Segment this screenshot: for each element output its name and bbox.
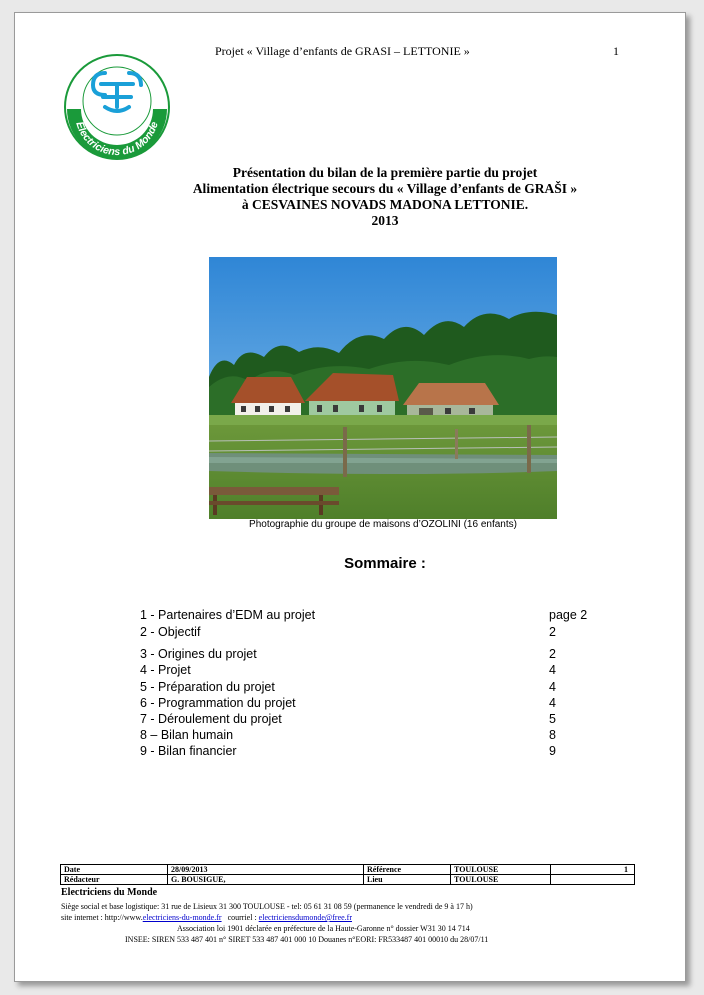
toc-item-page: 8 xyxy=(549,728,556,742)
title-line-4: 2013 xyxy=(371,213,399,228)
page-count: 1 xyxy=(551,865,635,875)
website-link[interactable]: electriciens-du-monde.fr xyxy=(142,913,222,922)
page-number: 1 xyxy=(613,44,619,58)
sommaire-heading: Sommaire : xyxy=(344,555,426,572)
email-prefix: courriel : xyxy=(227,913,259,922)
photo-caption: Photographie du groupe de maisons d’OZOLINI (16 enfants) xyxy=(249,519,517,530)
toc-item-label: 5 - Préparation du projet xyxy=(140,680,275,694)
toc-item[interactable] xyxy=(140,608,620,624)
insee-line: INSEE: SIREN 533 487 401 n° SIRET 533 487 401 000 10 Douanes n°EORI: FR533487 401 00010 du 28/07/11 xyxy=(125,935,489,944)
toc-item-label: 1 - Partenaires d’EDM au projet xyxy=(140,608,316,622)
landscape-image xyxy=(209,257,557,519)
site-prefix: site internet : http://www. xyxy=(61,913,143,922)
lieu-label: Lieu xyxy=(364,875,451,885)
toc-item-label: 3 - Origines du projet xyxy=(140,647,257,661)
redacteur-label: Rédacteur xyxy=(61,875,168,885)
toc-item[interactable] xyxy=(140,728,620,744)
date-label: Date xyxy=(61,865,168,875)
toc-item-page: 9 xyxy=(549,744,556,758)
document-title xyxy=(115,165,655,229)
redacteur-value: G. BOUSIGUE, xyxy=(168,875,364,885)
toc-item-label: 2 - Objectif xyxy=(140,625,201,639)
title-line-3: à CESVAINES NOVADS MADONA LETTONIE. xyxy=(241,197,529,212)
association-line: Association loi 1901 déclarée en préfecture de la Haute-Garonne n° dossier W31 30 14 714 xyxy=(177,924,470,933)
table-row xyxy=(61,875,635,885)
toc-item[interactable] xyxy=(140,663,620,679)
title-line-2: Alimentation électrique secours du « Village d’enfants de GRAŠI » xyxy=(192,181,578,196)
contact-line xyxy=(61,913,352,922)
running-header: Projet « Village d’enfants de GRASI – LETTONIE » xyxy=(215,44,470,58)
toc-item[interactable] xyxy=(140,744,620,760)
organization-name: Electriciens du Monde xyxy=(61,887,158,898)
toc-item-page: 2 xyxy=(549,625,556,639)
title-line-1: Présentation du bilan de la première partie du projet xyxy=(232,165,538,180)
date-value: 28/09/2013 xyxy=(168,865,364,875)
toc-item-page: 4 xyxy=(549,696,556,710)
ozolini-houses-photo xyxy=(209,257,557,519)
table-row xyxy=(61,865,635,875)
toc-item-label: 8 – Bilan humain xyxy=(140,728,234,742)
toc-item[interactable] xyxy=(140,696,620,712)
toc-item-label: 9 - Bilan financier xyxy=(140,744,237,758)
address-line: Siège social et base logistique: 31 rue de Lisieux 31 300 TOULOUSE - tel: 05 61 31 08 59 (permanence le vendredi de 9 à 17 h) xyxy=(61,902,473,911)
toc-item[interactable] xyxy=(140,647,620,663)
toc-item-page: 2 xyxy=(549,647,556,661)
toc-item-page: 4 xyxy=(549,680,556,694)
toc-item[interactable] xyxy=(140,625,620,641)
toc-item[interactable] xyxy=(140,680,620,696)
empty-cell xyxy=(551,875,635,885)
toc-item-label: 4 - Projet xyxy=(140,663,191,677)
email-link[interactable]: electriciensdumonde@free.fr xyxy=(258,913,352,922)
toc-item-label: 7 - Déroulement du projet xyxy=(140,712,282,726)
toc-item[interactable] xyxy=(140,712,620,728)
svg-text:Electriciens du Monde: Electriciens du Monde xyxy=(73,120,161,159)
toc-item-label: 6 - Programmation du projet xyxy=(140,696,296,710)
toc-item-page: 4 xyxy=(549,663,556,677)
reference-label: Référence xyxy=(364,865,451,875)
lieu-value: TOULOUSE xyxy=(451,875,551,885)
logo-icon xyxy=(61,51,173,163)
reference-value: TOULOUSE xyxy=(451,865,551,875)
footer-info-table xyxy=(60,864,635,885)
electriciens-du-monde-logo xyxy=(61,51,173,163)
toc-item-page: page 2 xyxy=(549,608,588,622)
document-page xyxy=(14,12,686,982)
toc-item-page: 5 xyxy=(549,712,556,726)
